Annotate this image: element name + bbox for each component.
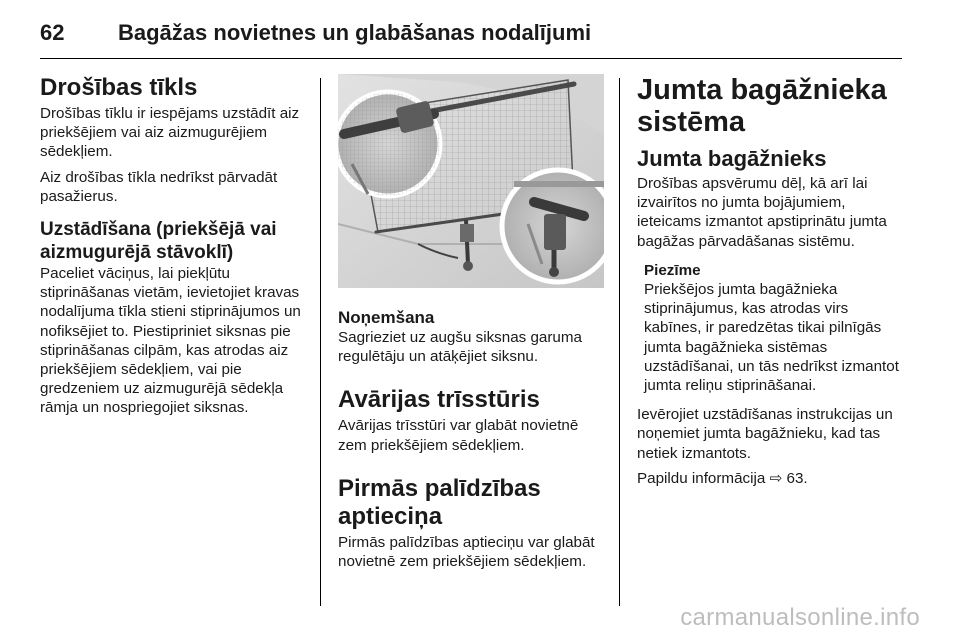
cross-reference-page[interactable]: 63. [782, 469, 808, 487]
column-divider-right [619, 78, 620, 606]
paragraph-roof-rack-intro: Drošības apsvērumu dēļ, kā arī lai izvairītos no jumta bojājumiem, ieteicams izmantot apstiprinātu jumta bagāžas pārvadāšanas sistēmu. [637, 175, 887, 250]
subheading-roof-rack: Jumta bagāžnieks [637, 146, 827, 171]
paragraph-roof-rack-instructions: Ievērojiet uzstādīšanas instrukcijas un noņemiet jumta bagāžnieku, kad tas netiek izmantots. [637, 406, 893, 462]
subheading-installation: Uzstādīšana (priekšējā vai aizmugurējā stāvoklī) [40, 219, 277, 264]
note-title: Piezīme [644, 261, 701, 279]
note-text: Priekšējos jumta bagāžnieka stiprinājumus, kas atrodas virs kabīnes, ir paredzētas tikai pilnīgās jumta bagāžnieka sistēmas uzstādīšanai, un tās nedrīkst izmantot jumta reliņu stiprināšanai. [644, 281, 899, 395]
safety-net-illustration [338, 74, 604, 288]
section-heading-warning-triangle: Avārijas trīsstūris [338, 386, 540, 414]
page-header-title: Bagāžas novietnes un glabāšanas nodalījumi [118, 20, 592, 45]
reference-arrow-icon: ⇨ [769, 468, 783, 487]
cross-reference [637, 469, 907, 488]
paragraph-installation: Paceliet vāciņus, lai piekļūtu stiprināšanas vietām, ievietojiet kravas nodalījuma tīkla stieni stiprinājumos un nofiksējiet to. Piestipriniet siksnas pie stiprināšanas cilpām, kas atrodas aiz priekšējiem sēdekļiem, vai pie gredzeniem uz aizmugurējā sēdekļa rāmja un nospriegojiet siksnas. [40, 265, 301, 417]
section-heading-roof-rack-system: Jumta bagāžnieka sistēma [637, 74, 887, 138]
paragraph-first-aid-kit: Pirmās palīdzības aptieciņu var glabāt novietnē zem priekšējiem sēdekļiem. [338, 533, 595, 571]
paragraph-removal: Sagrieziet uz augšu siksnas garuma regulētāju un atāķējiet siksnu. [338, 329, 582, 366]
header-rule [40, 58, 902, 59]
column-roof-rack [637, 74, 907, 488]
page-number: 62 [40, 20, 65, 45]
paragraph-safety-net-warning: Aiz drošības tīkla nedrīkst pārvadāt pasažierus. [40, 168, 278, 205]
note-block [644, 261, 907, 395]
column-divider-left [320, 78, 321, 606]
paragraph-safety-net-intro: Drošības tīklu ir iespējams uzstādīt aiz priekšējiem vai aiz aizmugurējiem sēdekļiem. [40, 105, 300, 161]
column-safety-net [40, 74, 308, 418]
subheading-removal: Noņemšana [338, 308, 435, 327]
paragraph-warning-triangle: Avārijas trīsstūri var glabāt novietnē zem priekšējiem sēdekļiem. [338, 417, 579, 454]
section-heading-safety-net: Drošības tīkls [40, 74, 198, 101]
watermark: carmanualsonline.info [680, 604, 920, 631]
cross-reference-label: Papildu informācija [637, 469, 766, 487]
column-storage-items [338, 308, 604, 571]
section-heading-first-aid-kit: Pirmās palīdzības aptieciņa [338, 474, 541, 530]
